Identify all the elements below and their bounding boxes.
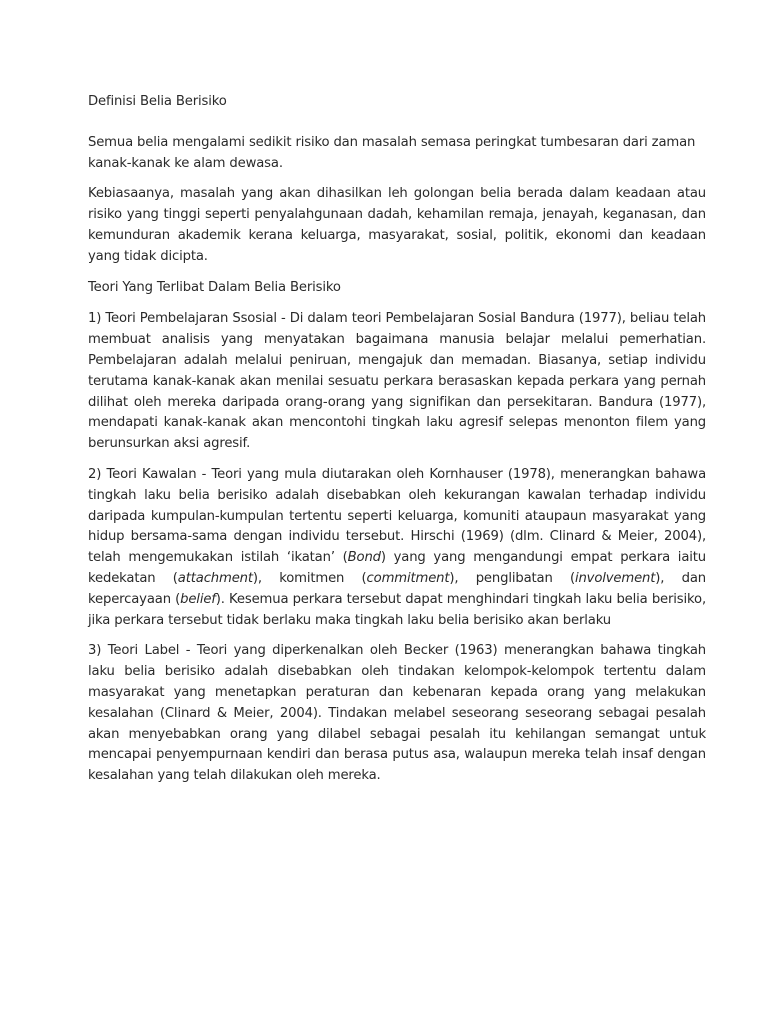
document-page — [88, 92, 706, 797]
theory-control-text-4: ), penglibatan ( — [449, 570, 575, 586]
intro-paragraph: Semua belia mengalami sedikit risiko dan masalah semasa peringkat tumbesaran dari zaman kanak-kanak ke alam dewasa. — [88, 134, 696, 171]
term-attachment: attachment — [177, 570, 253, 586]
term-bond: Bond — [347, 550, 381, 566]
document-title: Definisi Belia Berisiko — [88, 94, 227, 109]
theory-label-paragraph: 3) Teori Label - Teori yang diperkenalkan oleh Becker (1963) menerangkan bahawa tingkah laku belia berisiko adalah disebabkan oleh tindakan kelompok-kelompok tertentu dalam masyarakat yang menetapkan peraturan dan kebenaran kepada orang yang melakukan kesalahan (Clinard & Meier, 2004). Tindakan melabel seseorang seseorang sebagai pesalah akan menyebabkan orang yang dilabel sebagai pesalah itu kehilangan semangat untuk mencapai penyempurnaan kendiri dan berasa putus asa, walaupun mereka telah insaf dengan kesalahan yang telah dilakukan oleh mereka. — [88, 643, 706, 784]
theory-control-text-3: ), komitmen ( — [252, 570, 367, 586]
term-involvement: involvement — [574, 570, 656, 586]
theory-control-text-5: ), dan kepercayaan ( — [88, 570, 706, 607]
theory-control-text-2: ) yang yang mengandungi empat perkara iaitu kedekatan ( — [88, 550, 706, 586]
theory-control-text-1: 2) Teori Kawalan - Teori yang mula diutarakan oleh Kornhauser (1978), menerangkan bahawa tingkah laku belia berisiko adalah disebabkan oleh kekurangan kawalan terhadap individu daripada kumpulan-kumpulan tertentu seperti keluarga, komuniti ataupaun masyarakat yang hidup bersama-sama dengan individu tersebut. Hirschi (1969) (dlm. Clinard & Meier, 2004), telah mengemukakan istilah ‘ikatan’ ( — [88, 466, 706, 566]
paragraph-risk-factors: Kebiasaanya, masalah yang akan dihasilkan leh golongan belia berada dalam keadaan atau risiko yang tinggi seperti penyalahgunaan dadah, kehamilan remaja, jenayah, keganasan, dan kemunduran akademik kerana keluarga, masyarakat, sosial, politik, ekonomi dan keadaan yang tidak dicipta. — [88, 186, 706, 264]
theory-control-paragraph — [88, 465, 706, 631]
theory-control-text-6: ). Kesemua perkara tersebut dapat menghindari tingkah laku belia berisiko, jika perkara tersebut tidak berlaku maka tingkah laku belia berisiko akan berlaku — [88, 591, 707, 628]
section-heading: Teori Yang Terlibat Dalam Belia Berisiko — [88, 279, 341, 295]
theory-social-learning-paragraph: 1) Teori Pembelajaran Ssosial - Di dalam teori Pembelajaran Sosial Bandura (1977), beliau telah membuat analisis yang menyatakan bagaimana manusia belajar melalui pemerhatian. Pembelajaran adalah melalui peniruan, mengajuk dan memadan. Biasanya, setiap individu terutama kanak-kanak akan menilai sesuatu perkara berasaskan kepada perkara yang pernah dilihat oleh mereka daripada orang-orang yang signifikan dan persekitaran. Bandura (1977), mendapati kanak-kanak akan mencontohi tingkah laku agresif selepas menonton filem yang berunsurkan aksi agresif. — [88, 311, 706, 452]
term-belief: belief — [180, 591, 216, 607]
term-commitment: commitment — [366, 570, 450, 586]
